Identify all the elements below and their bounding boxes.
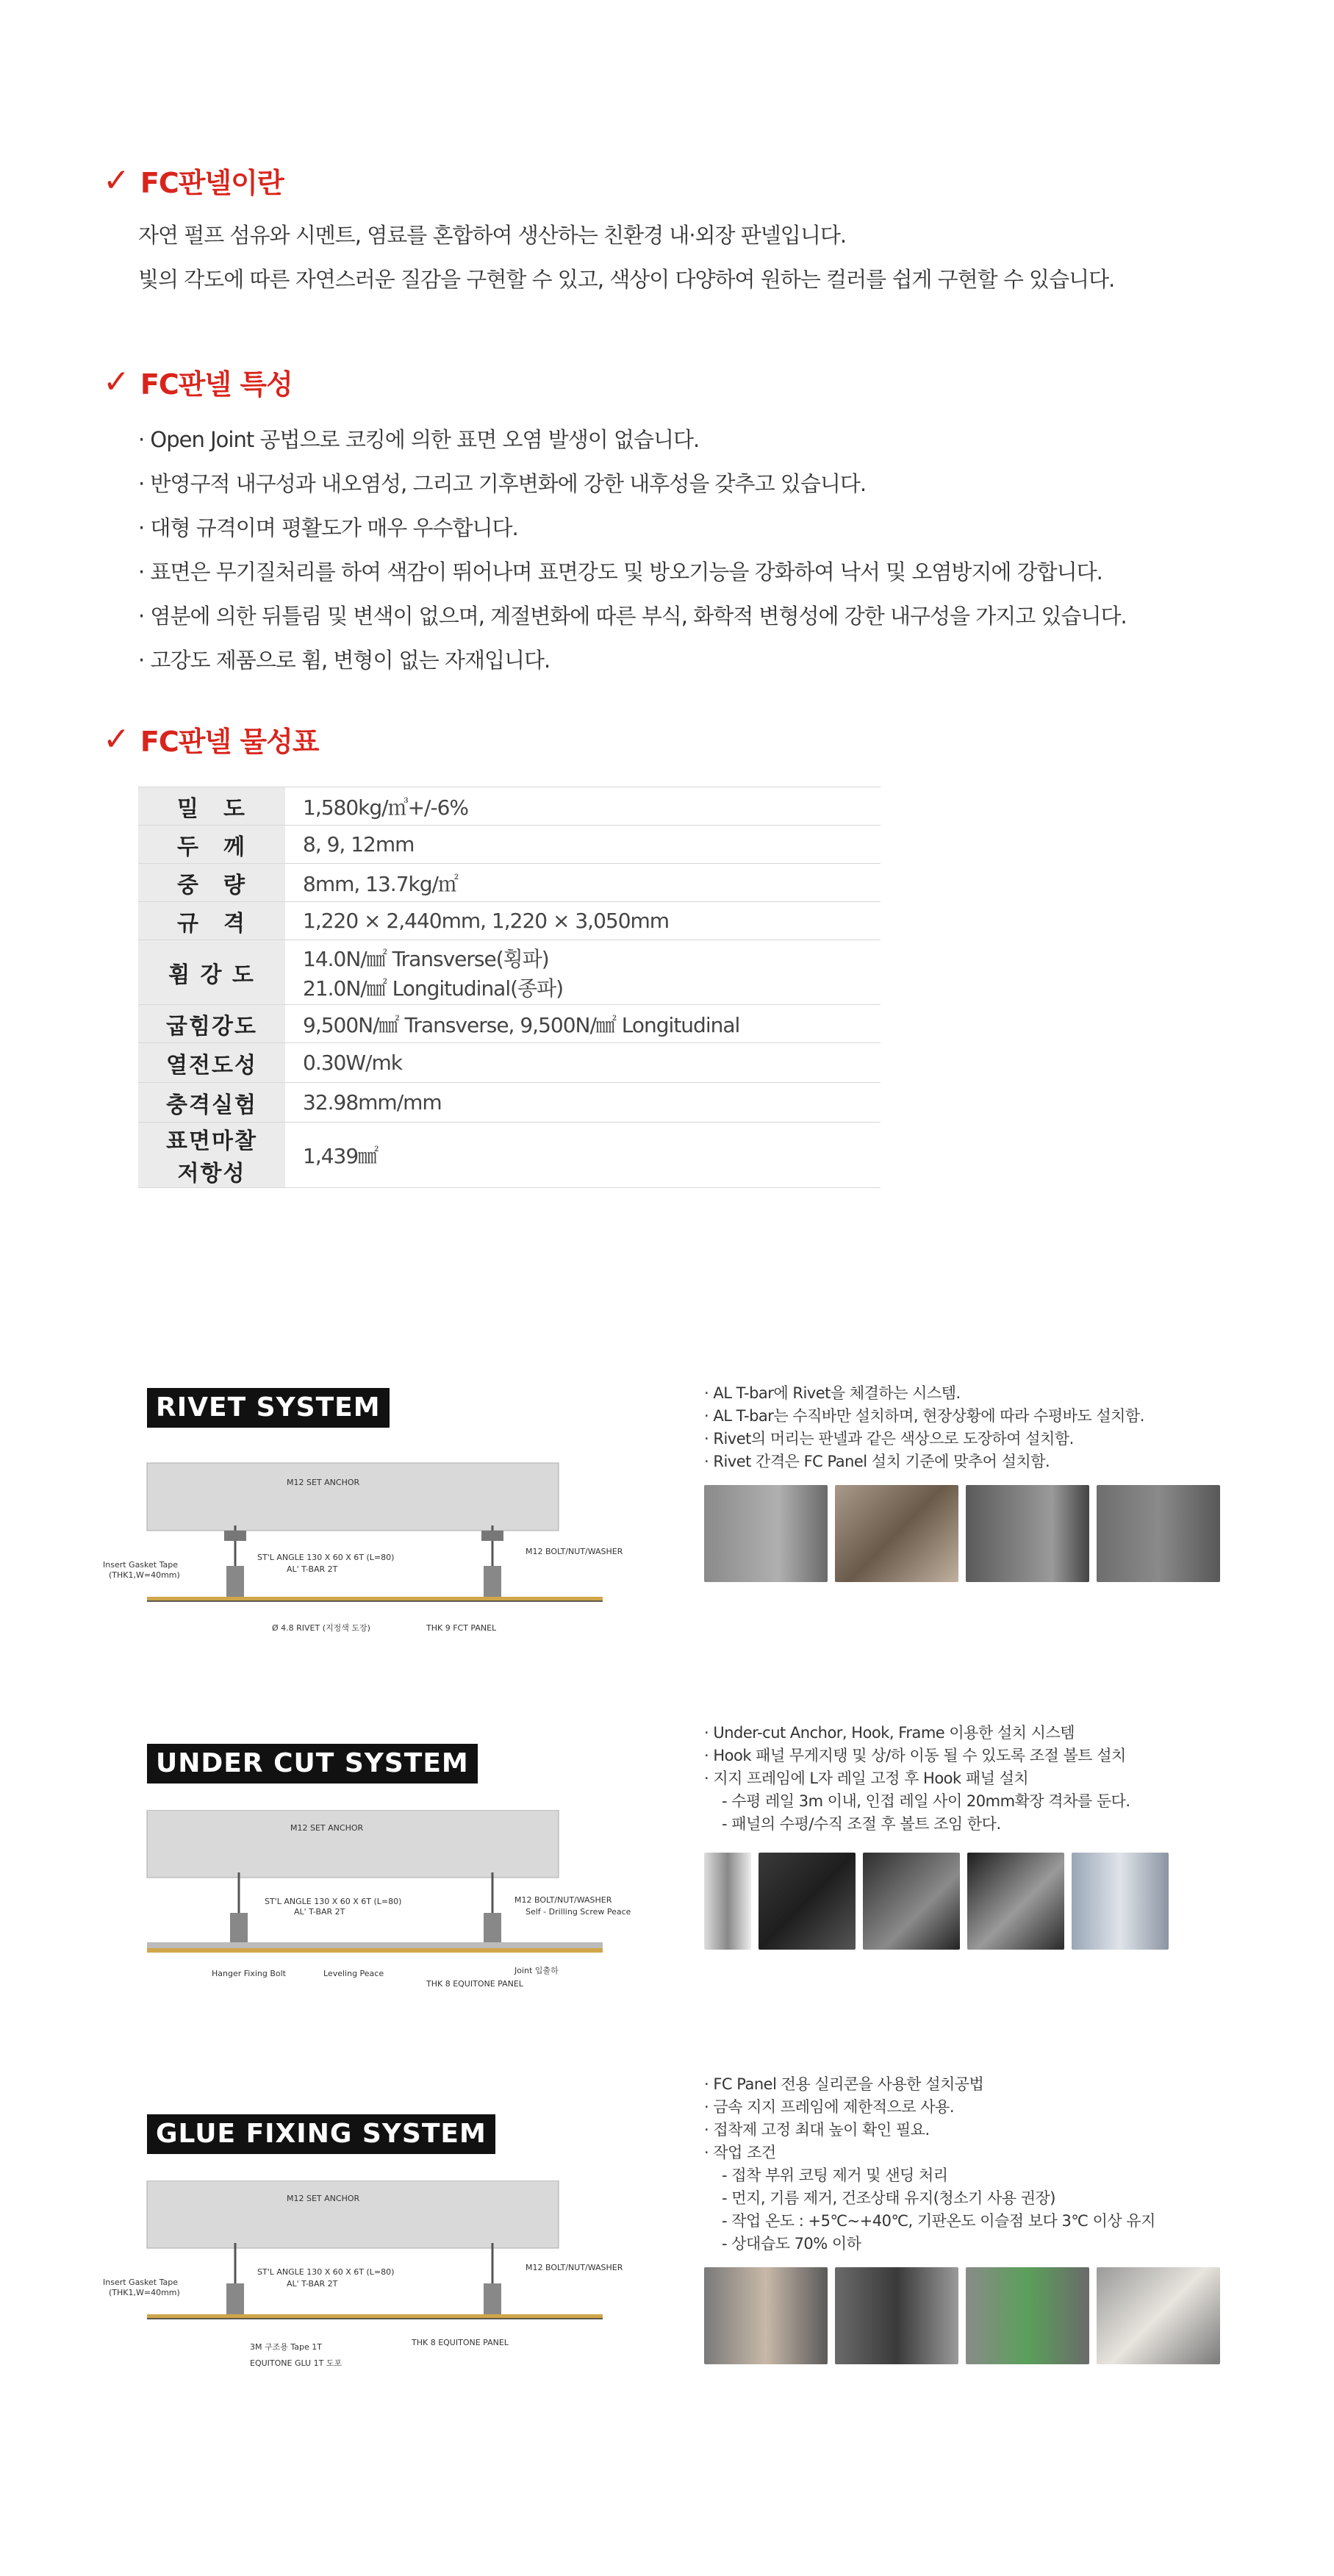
property-name: 중 량 <box>138 864 285 902</box>
fc-panel <box>147 2314 603 2319</box>
diagram-label: Leveling Peace <box>323 1969 384 1978</box>
undercut-system-diagram <box>103 1810 661 2001</box>
diagram-label: M12 BOLT/NUT/WASHER <box>526 1547 623 1556</box>
property-name <box>138 1123 285 1188</box>
photo-glue-cleaning <box>835 2267 958 2364</box>
concrete-slab <box>147 1810 559 1878</box>
diagram-label: (THK1,W=40mm) <box>109 1570 180 1580</box>
property-name: 규 격 <box>138 902 285 940</box>
property-value: 0.30W/mk <box>285 1043 881 1083</box>
diagram-label: Joint 입출하 <box>514 1966 559 1975</box>
list-item: · 염분에 의한 뒤틀림 및 변색이 없으며, 계절변화에 따른 부식, 화학적 변형성에 강한 내구성을 가지고 있습니다. <box>138 604 1127 629</box>
diagram-label: Ø 4.8 RIVET (지정색 도장) <box>272 1623 370 1633</box>
photo-rivet-install <box>966 1485 1089 1582</box>
angle-bracket <box>484 1566 501 1597</box>
list-item: · 대형 규격이며 평활도가 매우 우수합니다. <box>138 515 518 540</box>
note-item: · Under-cut Anchor, Hook, Frame 이용한 설치 시스템 <box>704 1724 1075 1742</box>
property-value: 8, 9, 12mm <box>285 826 881 864</box>
check-icon: ✓ <box>103 161 130 199</box>
note-item: · AL T-bar는 수직바만 설치하며, 현장상황에 따라 수평바도 설치함. <box>704 1407 1144 1425</box>
section-properties-heading <box>103 719 319 759</box>
diagram-label: M12 SET ANCHOR <box>287 2194 360 2203</box>
diagram-label: THK 9 FCT PANEL <box>426 1623 497 1633</box>
table-row <box>138 902 881 940</box>
property-value: 9,500N/㎟ Transverse, 9,500N/㎟ Longitudinal <box>285 1005 881 1043</box>
rivet-system-diagram <box>103 1456 661 1647</box>
note-item: · FC Panel 전용 실리콘을 사용한 설치공법 <box>704 2075 984 2093</box>
note-item: · Hook 패널 무게지탱 및 상/하 이동 될 수 있도록 조절 볼트 설치 <box>704 1747 1126 1764</box>
photo-undercut-frame <box>967 1853 1064 1950</box>
glue-system-diagram <box>103 2180 661 2379</box>
photo-rivet-tbar <box>704 1485 828 1582</box>
angle-bracket <box>230 1913 248 1942</box>
property-value: 1,580kg/㎥+/-6% <box>285 787 881 826</box>
table-row <box>138 826 881 864</box>
diagram-label: THK 8 EQUITONE PANEL <box>426 1979 523 1989</box>
rivet-system-title: RIVET SYSTEM <box>147 1388 390 1428</box>
property-name: 충격실험 <box>138 1083 285 1123</box>
list-item: · 고강도 제품으로 휨, 변형이 없는 자재입니다. <box>138 648 551 673</box>
diagram-label: M12 SET ANCHOR <box>287 1478 360 1487</box>
section-title: FC판넬 특성 <box>140 368 293 401</box>
about-paragraph <box>138 213 1114 301</box>
note-item: · 접착제 고정 최대 높이 확인 필요. <box>704 2121 930 2139</box>
property-value-line: 14.0N/㎟ Transverse(횡파) <box>303 946 549 971</box>
property-value: 1,220 × 2,440mm, 1,220 × 3,050mm <box>285 902 881 940</box>
photo-glue-applying <box>966 2267 1089 2364</box>
note-item: - 수평 레일 3m 이내, 인접 레일 사이 20mm확장 격차를 둔다. <box>722 1792 1130 1810</box>
concrete-slab <box>147 2180 559 2248</box>
note-item: · 작업 조건 <box>704 2144 776 2161</box>
photo-rivet-tool <box>835 1485 958 1582</box>
undercut-photos <box>704 1853 1169 1950</box>
table-row <box>138 940 881 1005</box>
fc-panel <box>147 1597 603 1601</box>
angle-bracket <box>226 2283 244 2314</box>
section-about-heading <box>103 160 284 201</box>
property-name: 밀 도 <box>138 787 285 826</box>
note-item: - 먼지, 기름 제거, 건조상태 유지(청소기 사용 권장) <box>722 2189 1055 2207</box>
diagram-label: Self - Drilling Screw Peace <box>526 1907 631 1917</box>
undercut-notes <box>704 1722 1130 1836</box>
angle-bracket <box>484 1913 501 1942</box>
property-name-line: 저항성 <box>177 1161 246 1187</box>
diagram-label: Insert Gasket Tape <box>103 1560 178 1570</box>
diagram-label: (THK1,W=40mm) <box>109 2288 180 2297</box>
check-icon: ✓ <box>103 362 130 401</box>
photo-undercut-hook <box>704 1853 751 1950</box>
property-name: 굽힘강도 <box>138 1005 285 1043</box>
photo-glue-panel <box>1097 2267 1220 2364</box>
glue-notes <box>704 2073 1155 2255</box>
concrete-slab <box>147 1463 559 1531</box>
property-name-line: 표면마찰 <box>166 1128 257 1154</box>
angle-bracket <box>226 1566 244 1597</box>
glue-system-title: GLUE FIXING SYSTEM <box>147 2114 495 2154</box>
anchor-left <box>224 1525 246 1566</box>
note-item: - 접착 부위 코팅 제거 및 샌딩 처리 <box>722 2167 948 2184</box>
diagram-label: 3M 구조용 Tape 1T <box>250 2342 322 2352</box>
property-value: 8mm, 13.7kg/㎡ <box>285 864 881 902</box>
note-item: · 금속 지지 프레임에 제한적으로 사용. <box>704 2098 955 2116</box>
section-features-heading <box>103 362 293 402</box>
note-item: · 지지 프레임에 L자 레일 고정 후 Hook 패널 설치 <box>704 1770 1029 1787</box>
diagram-label: M12 SET ANCHOR <box>290 1823 364 1833</box>
angle-bracket <box>484 2283 501 2314</box>
diagram-label: AL' T-BAR 2T <box>287 2279 338 2289</box>
diagram-label: AL' T-BAR 2T <box>294 1907 345 1917</box>
rivet-photos <box>704 1485 1220 1582</box>
table-row <box>138 1005 881 1043</box>
table-row <box>138 1083 881 1123</box>
table-row <box>138 787 881 826</box>
note-item: · AL T-bar에 Rivet을 체결하는 시스템. <box>704 1384 961 1402</box>
note-item: · Rivet 간격은 FC Panel 설치 기준에 맞추어 설치함. <box>704 1453 1050 1470</box>
about-line: 빛의 각도에 따른 자연스러운 질감을 구현할 수 있고, 색상이 다양하여 원하는 컬러를 쉽게 구현할 수 있습니다. <box>138 267 1115 292</box>
about-line: 자연 펄프 섬유와 시멘트, 염료를 혼합하여 생산하는 친환경 내·외장 판넬입니다. <box>138 223 847 248</box>
features-list <box>138 418 1127 682</box>
diagram-label: Insert Gasket Tape <box>103 2278 178 2287</box>
section-title: FC판넬 물성표 <box>140 726 319 758</box>
photo-glue-sanding <box>704 2267 828 2364</box>
property-name: 열전도성 <box>138 1043 285 1083</box>
property-value: 32.98mm/mm <box>285 1083 881 1123</box>
property-value <box>285 940 881 1005</box>
diagram-label: THK 8 EQUITONE PANEL <box>412 2338 509 2347</box>
diagram-label: ST'L ANGLE 130 X 60 X 6T (L=80) <box>257 2267 395 2277</box>
note-item: · Rivet의 머리는 판넬과 같은 색상으로 도장하여 설치함. <box>704 1430 1074 1448</box>
property-value-line: 21.0N/㎟ Longitudinal(종파) <box>303 976 564 1001</box>
anchor-right <box>481 1525 503 1566</box>
note-item: - 상대습도 70% 이하 <box>722 2235 861 2253</box>
table-row <box>138 1123 881 1188</box>
check-icon: ✓ <box>103 720 130 758</box>
rail <box>147 1942 603 1948</box>
table-row <box>138 1043 881 1083</box>
property-value: 1,439㎟ <box>285 1123 881 1188</box>
list-item: · 표면은 무기질처리를 하여 색감이 뛰어나며 표면강도 및 방오기능을 강화하여 낙서 및 오염방지에 강합니다. <box>138 559 1102 584</box>
photo-rivet-finished <box>1097 1485 1220 1582</box>
diagram-label: EQUITONE GLU 1T 도포 <box>250 2358 343 2368</box>
diagram-label: AL' T-BAR 2T <box>287 1564 338 1574</box>
glue-photos <box>704 2267 1220 2364</box>
diagram-label: M12 BOLT/NUT/WASHER <box>514 1895 612 1905</box>
diagram-label: ST'L ANGLE 130 X 60 X 6T (L=80) <box>257 1553 395 1562</box>
property-name: 휨 강 도 <box>138 940 285 1005</box>
note-item: - 패널의 수평/수직 조절 후 볼트 조임 한다. <box>722 1815 1001 1833</box>
undercut-system-title: UNDER CUT SYSTEM <box>147 1744 478 1783</box>
diagram-label: Hanger Fixing Bolt <box>212 1969 286 1978</box>
photo-undercut-rail <box>863 1853 960 1950</box>
note-item: - 작업 온도 : +5℃~+40℃, 기판온도 이슬점 보다 3℃ 이상 유지 <box>722 2212 1155 2230</box>
fc-panel <box>147 1948 603 1953</box>
properties-table <box>138 787 881 1188</box>
property-name: 두 께 <box>138 826 285 864</box>
rivet-notes <box>704 1382 1144 1473</box>
diagram-label: M12 BOLT/NUT/WASHER <box>526 2263 623 2272</box>
table-row <box>138 864 881 902</box>
photo-undercut-anchor <box>759 1853 856 1950</box>
list-item: · Open Joint 공법으로 코킹에 의한 표면 오염 발생이 없습니다. <box>138 427 700 452</box>
photo-undercut-bracket <box>1072 1853 1169 1950</box>
diagram-label: ST'L ANGLE 130 X 60 X 6T (L=80) <box>265 1897 402 1906</box>
section-title: FC판넬이란 <box>140 167 284 199</box>
list-item: · 반영구적 내구성과 내오염성, 그리고 기후변화에 강한 내후성을 갖추고 있습니다. <box>138 471 867 496</box>
